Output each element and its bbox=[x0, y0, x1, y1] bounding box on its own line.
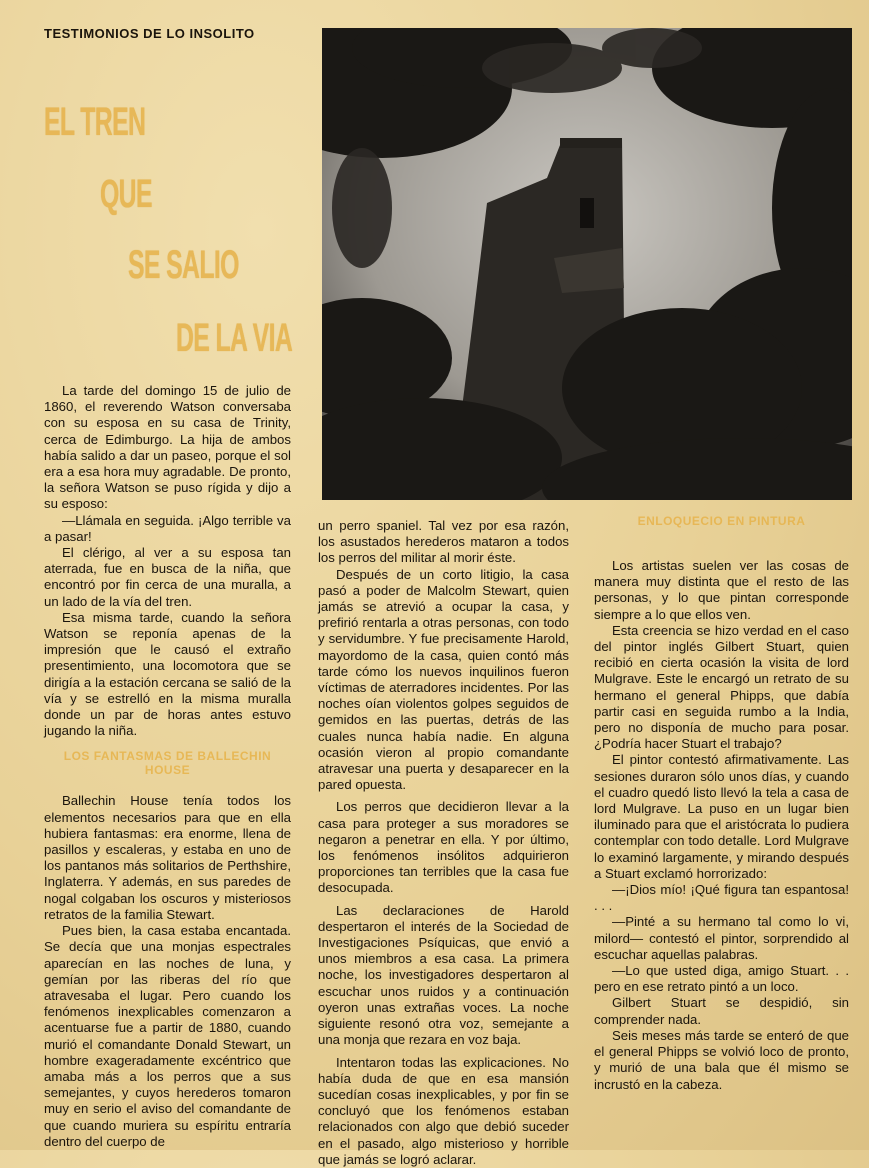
subheading-ballechin: LOS FANTASMAS DE BALLECHIN HOUSE bbox=[63, 749, 272, 778]
paragraph: Intentaron todas las explicaciones. No había duda de que en esa mansión sucedían cosas inexplicables, y por fin se concluyó que los fenómenos estaban relacionados con algo que debió suceder en el pasado, algo misterioso y horrible que jamás se logró aclarar. bbox=[318, 1054, 569, 1167]
paragraph: Ballechin House tenía todos los elementos necesarios para que en ella hubiera fantasmas: era enorme, llena de pasillos y escaleras, y estaba en uno de los pantanos más solitarios de Perthshire, Inglaterra. Y además, en sus paredes de nogal colgaban los oscuros y misteriosos retratos de la familia Stewart. bbox=[44, 793, 291, 922]
paragraph: Después de un corto litigio, la casa pasó a poder de Malcolm Stewart, quien jamás se atrevió a ocupar la casa, y prefirió rentarla a otras personas, con todo y servidumbre. Y fue precisamente Harold, mayordomo de la casa, quien contó más tarde cómo los nuevos inquilinos fueron víctimas de aterradores incidentes. Por las noches oían violentos golpes seguidos de gemidos en las puertas, detrás de las cuales nunca había nadie. En alguna ocasión vieron al propio comandante atravesar una puerta y desaparecer en la pared opuesta. bbox=[318, 566, 569, 793]
paragraph: Esta creencia se hizo verdad en el caso del pintor inglés Gilbert Stuart, quien recibió en cierta ocasión la visita de lord Mulgrave. Este le encargó un retrato de su hermano el general Phipps, que dabía partir casi en seguida rumbo a la India, pero no disponía de mucho para posar. ¿Podría hacer Stuart el trabajo? bbox=[594, 622, 849, 752]
paragraph: —Llámala en seguida. ¡Algo terrible va a pasar! bbox=[44, 512, 291, 544]
paragraph: —¡Dios mío! ¡Qué figura tan espantosa! . . . bbox=[594, 882, 849, 914]
column-1 bbox=[44, 383, 291, 1150]
subheading-pintura: ENLOQUECIO EN PINTURA bbox=[637, 514, 806, 528]
title-line-4: DE LA VIA bbox=[176, 316, 293, 360]
paragraph: El clérigo, al ver a su esposa tan aterrada, fue en busca de la niña, que encontró por fin cerca de una muralla, a un lado de la vía del tren. bbox=[44, 545, 291, 609]
column-3 bbox=[594, 510, 849, 1093]
paragraph: Gilbert Stuart se despidió, sin comprender nada. bbox=[594, 995, 849, 1027]
paragraph: un perro spaniel. Tal vez por esa razón, los asustados herederos mataron a todos los perros del militar al morir éste. bbox=[318, 518, 569, 566]
paragraph: Seis meses más tarde se enteró de que el general Phipps se volvió loco de pronto, y murió de una bala que él mismo se incrustó en la cabeza. bbox=[594, 1027, 849, 1092]
title-line-2: QUE bbox=[100, 172, 152, 216]
paragraph: —Lo que usted diga, amigo Stuart. . . pero en ese retrato pintó a un loco. bbox=[594, 963, 849, 995]
paragraph: Los artistas suelen ver las cosas de manera muy distinta que el resto de las personas, y lo que pintan corresponde siempre a lo que ellos ven. bbox=[594, 558, 849, 622]
paragraph: Las declaraciones de Harold despertaron el interés de la Sociedad de Investigaciones Psíquicas, que envió a unos miembros a esa casa. La primera noche, los investigadores despertaron al escuchar unos ruidos y a continuación oyeron unas extrañas voces. La noche siguiente resonó otra voz, semejante a una monja que rezara en voz baja. bbox=[318, 902, 569, 1048]
tower-photo bbox=[322, 28, 852, 500]
paragraph: Pues bien, la casa estaba encantada. Se decía que una monjas espectrales aparecían en las noches de luna, y gemían por las riberas del río que atravesaba el lugar. Pero cuando los fenómenos inexplicables comenzaron a acentuarse fue a partir de 1880, cuando murió el comandante Donald Stewart, un hombre exageradamente excéntrico que amaba más a los perros que a sus semejantes, y cuyos herederos tomaron muy en serio el aviso del comandante de que cuando muriera su espíritu entraría dentro del cuerpo de bbox=[44, 923, 291, 1149]
paragraph: La tarde del domingo 15 de julio de 1860, el reverendo Watson conversaba con su esposa en su casa de Trinity, cerca de Edimburgo. La hija de ambos había salido a dar un paseo, porque el sol era a esa hora muy agradable. De pronto, la señora Watson se puso rígida y dijo a su esposo: bbox=[44, 383, 291, 512]
section-header: TESTIMONIOS DE LO INSOLITO bbox=[44, 26, 255, 41]
column-2 bbox=[318, 518, 569, 1168]
paragraph: Esa misma tarde, cuando la señora Watson se reponía apenas de la impresión que le causó el extraño presentimiento, una locomotora que se dirigía a la estación cercana se salió de la vía y se estrelló en la misma muralla donde un par de horas antes estuvo jugando la niña. bbox=[44, 609, 291, 739]
title-line-1: EL TREN bbox=[44, 100, 146, 144]
title-line-3: SE SALIO bbox=[128, 243, 239, 287]
paragraph: Los perros que decidieron llevar a la casa para proteger a sus moradores se negaron a penetrar en ella. Y por último, los fenómenos insólitos adquirieron proporciones tan terribles que la casa fue desocupada. bbox=[318, 799, 569, 896]
paragraph: El pintor contestó afirmativamente. Las sesiones duraron sólo unos días, y cuando el cuadro quedó listo llevó la tela a casa de lord Mulgrave. La puso en un lugar bien iluminado para que el aristócrata lo pudiera contemplar con todo detalle. Lord Mulgrave lo examinó largamente, y mirando después a Stuart exclamó horrorizado: bbox=[594, 752, 849, 881]
paragraph: —Pinté a su hermano tal como lo vi, milord— contestó el pintor, sorprendido al escuchar aquellas palabras. bbox=[594, 914, 849, 962]
tower-photo-icon bbox=[322, 28, 852, 500]
